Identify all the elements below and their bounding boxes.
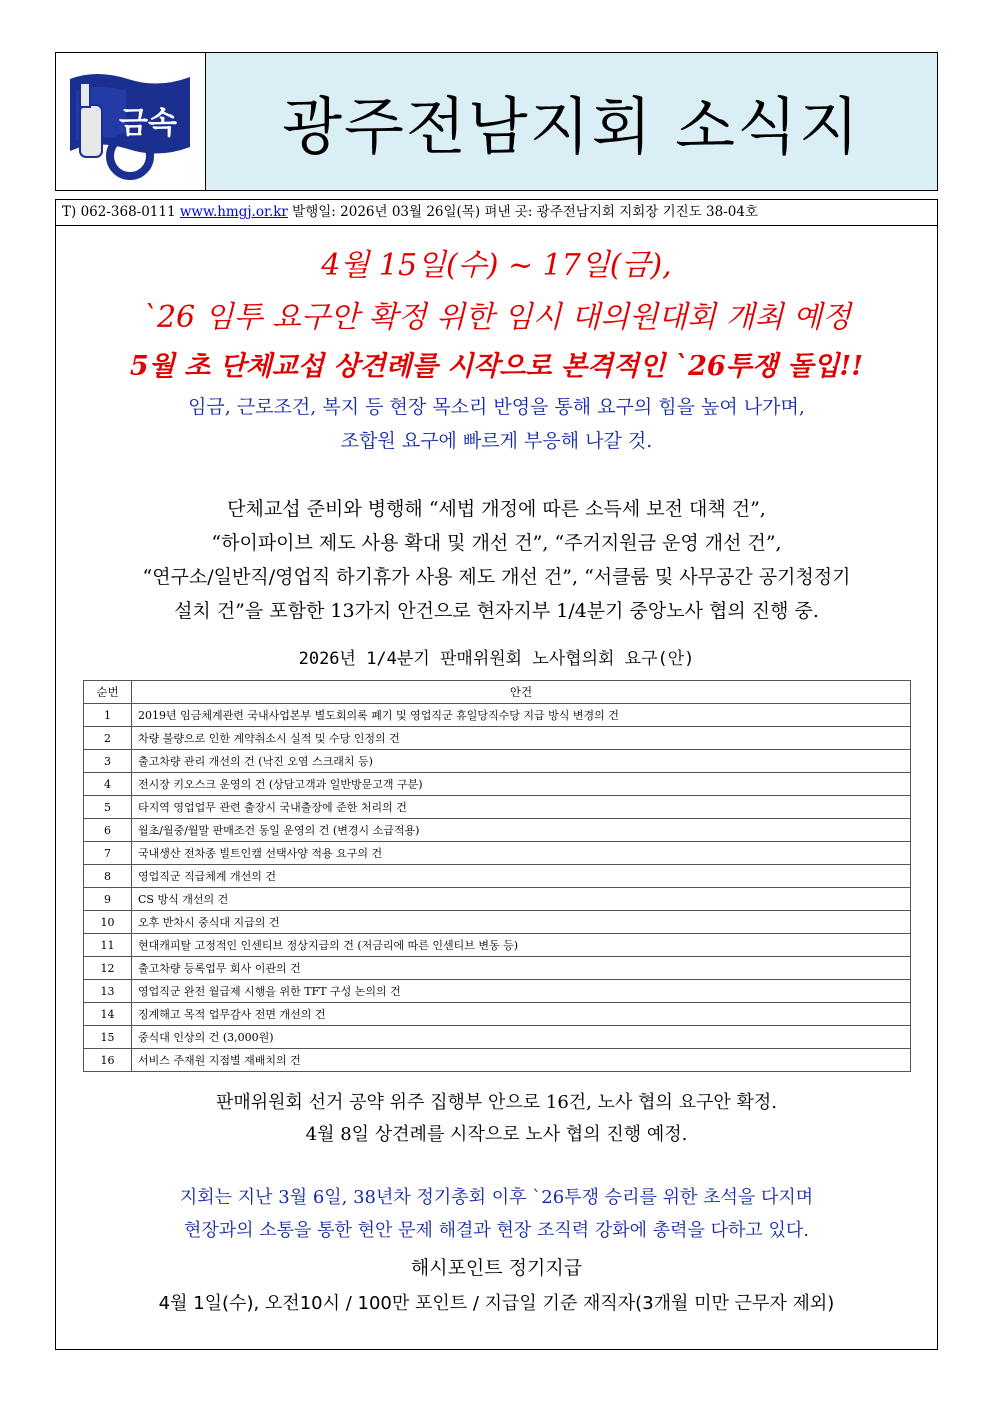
row-number: 1 [84, 704, 132, 727]
website-link[interactable]: www.hmgj.or.kr [179, 204, 288, 220]
row-item: CS 방식 개선의 건 [132, 888, 911, 911]
row-item: 출고차량 관리 개선의 건 (낙진 오염 스크래치 등) [132, 750, 911, 773]
table-row [84, 1003, 911, 1026]
row-number: 2 [84, 727, 132, 750]
body-line-1: 단체교섭 준비와 병행해 “세법 개정에 따른 소득세 보전 대책 건”, [227, 498, 766, 520]
logo-text: 금속 [119, 106, 177, 141]
table-row [84, 1049, 911, 1072]
agenda-table [83, 680, 911, 1072]
after-table-line-2: 4월 8일 상견례를 시작으로 노사 협의 진행 예정. [305, 1124, 688, 1145]
row-number: 16 [84, 1049, 132, 1072]
row-number: 3 [84, 750, 132, 773]
row-item: 타지역 영업업무 관련 출장시 국내출장에 준한 처리의 건 [132, 796, 911, 819]
row-number: 10 [84, 911, 132, 934]
table-row [84, 819, 911, 842]
table-row [84, 911, 911, 934]
column-header-item: 안건 [132, 681, 911, 704]
body-line-3: “연구소/일반직/영업직 하기휴가 사용 제도 개선 건”, “서클룸 및 사무공간 공기청정기 [142, 566, 851, 588]
after-table-line-1: 판매위원회 선거 공약 위주 집행부 안으로 16건, 노사 협의 요구안 확정. [215, 1092, 778, 1113]
headline-line-3: 5월 초 단체교섭 상견례를 시작으로 본격적인 `26투쟁 돌입!! [129, 351, 864, 382]
body-line-2: “하이파이브 제도 사용 확대 및 개선 건”, “주거지원금 운영 개선 건”, [211, 532, 782, 554]
main-content [55, 225, 938, 1350]
union-logo [56, 53, 206, 190]
table-row [84, 704, 911, 727]
row-number: 13 [84, 980, 132, 1003]
row-item: 전시장 키오스크 운영의 건 (상담고객과 일반방문고객 구분) [132, 773, 911, 796]
phone-number: T) 062-368-0111 [62, 204, 176, 220]
row-item: 서비스 주재원 지점별 재배치의 건 [132, 1049, 911, 1072]
table-row [84, 1026, 911, 1049]
info-bar [55, 199, 938, 226]
row-item: 영업직군 완전 월급제 시행을 위한 TFT 구성 논의의 건 [132, 980, 911, 1003]
union-flag-icon [66, 61, 196, 181]
table-row [84, 727, 911, 750]
row-item: 국내생산 전차종 빌트인캠 선택사양 적용 요구의 건 [132, 842, 911, 865]
row-number: 15 [84, 1026, 132, 1049]
row-item: 차량 불량으로 인한 계약취소시 실적 및 수당 인정의 건 [132, 727, 911, 750]
subhead-line-1: 임금, 근로조건, 복지 등 현장 목소리 반영을 통해 요구의 힘을 높여 나가며, [188, 396, 805, 418]
headline-line-1: 4월 15일(수) ~ 17일(금), [321, 248, 672, 283]
table-row [84, 750, 911, 773]
row-item: 현대캐피탈 고정적인 인센티브 정상지급의 건 (저금리에 따른 인센티브 변동 등) [132, 934, 911, 957]
row-number: 8 [84, 865, 132, 888]
row-item: 2019년 임금체계관련 국내사업본부 별도회의록 폐기 및 영업직군 휴일당직수당 지급 방식 변경의 건 [132, 704, 911, 727]
headline-line-2: `26 임투 요구안 확정 위한 임시 대의원대회 개최 예정 [141, 300, 852, 335]
table-row [84, 980, 911, 1003]
table-title: 2026년 1/4분기 판매위원회 노사협의회 요구(안) [298, 649, 695, 669]
hashpoint-title: 해시포인트 정기지급 [410, 1257, 583, 1279]
masthead [55, 52, 938, 191]
closing-line-1: 지회는 지난 3월 6일, 38년차 정기총회 이후 `26투쟁 승리를 위한 초석을 다지며 [179, 1187, 814, 1208]
row-number: 6 [84, 819, 132, 842]
table-row [84, 842, 911, 865]
row-item: 출고차량 등록업무 회사 이관의 건 [132, 957, 911, 980]
column-header-number: 순번 [84, 681, 132, 704]
closing-line-2: 현장과의 소통을 통한 현안 문제 해결과 현장 조직력 강화에 총력을 다하고 있다. [183, 1220, 810, 1241]
hashpoint-detail: 4월 1일(수), 오전10시 / 100만 포인트 / 지급일 기준 재직자(3개월 미만 근무자 제외) [158, 1293, 835, 1314]
subhead-line-2: 조합원 요구에 빠르게 부응해 나갈 것. [340, 430, 653, 452]
table-row [84, 773, 911, 796]
row-number: 14 [84, 1003, 132, 1026]
row-item: 영업직군 직급체계 개선의 건 [132, 865, 911, 888]
table-header-row [84, 681, 911, 704]
table-row [84, 957, 911, 980]
body-line-4: 설치 건”을 포함한 13가지 안건으로 현자지부 1/4분기 중앙노사 협의 진행 중. [174, 600, 819, 622]
row-item: 중식대 인상의 건 (3,000원) [132, 1026, 911, 1049]
row-item: 징계해고 목적 업무감사 전면 개선의 건 [132, 1003, 911, 1026]
row-number: 4 [84, 773, 132, 796]
row-number: 12 [84, 957, 132, 980]
publication-info: 발행일: 2026년 03월 26일(목) 펴낸 곳: 광주전남지회 지회장 기진도 38-04호 [292, 204, 758, 220]
title-cell [206, 53, 937, 190]
row-item: 오후 반차시 중식대 지급의 건 [132, 911, 911, 934]
table-row [84, 888, 911, 911]
table-row [84, 865, 911, 888]
row-number: 9 [84, 888, 132, 911]
row-number: 7 [84, 842, 132, 865]
newsletter-title: 광주전남지회 소식지 [282, 90, 861, 163]
row-item: 월초/월중/월말 판매조건 동일 운영의 건 (변경시 소급적용) [132, 819, 911, 842]
row-number: 11 [84, 934, 132, 957]
table-row [84, 934, 911, 957]
table-row [84, 796, 911, 819]
row-number: 5 [84, 796, 132, 819]
